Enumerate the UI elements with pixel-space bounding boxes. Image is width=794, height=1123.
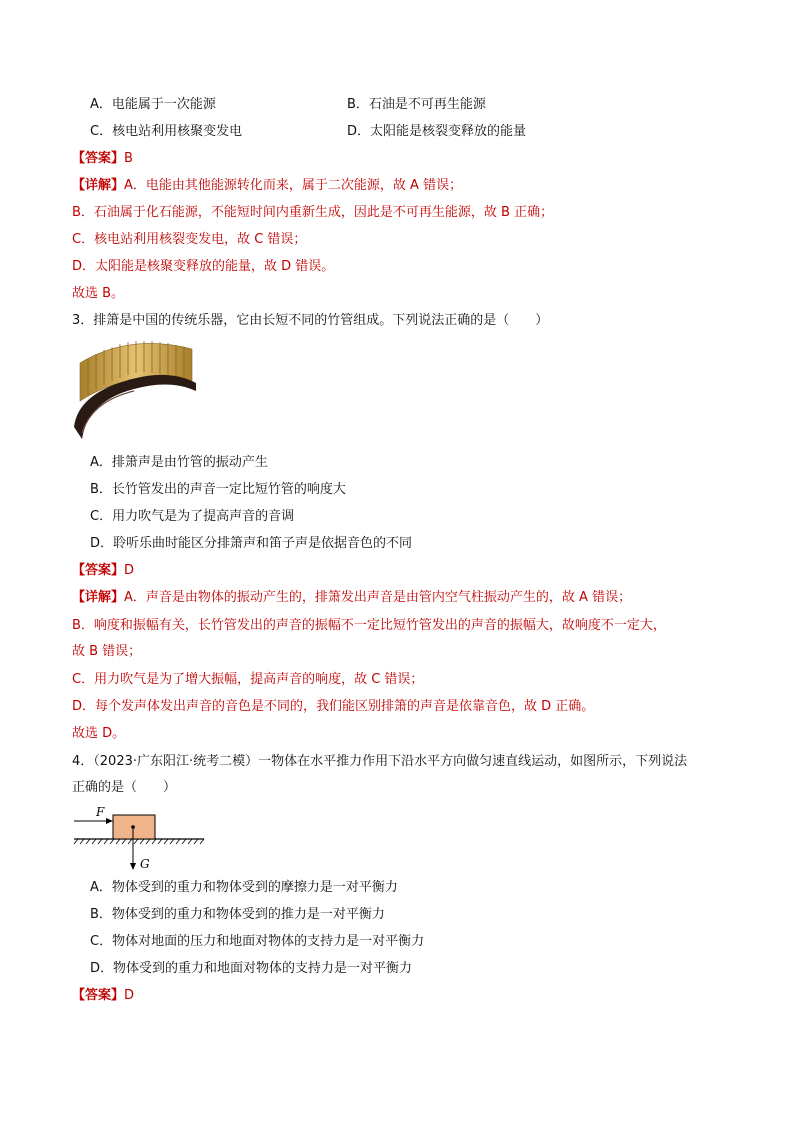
q4-option-b: B．物体受到的重力和物体受到的推力是一对平衡力 (90, 907, 385, 922)
q2-answer (72, 150, 133, 168)
q3-option-b: B．长竹管发出的声音一定比短竹管的响度大 (90, 482, 346, 497)
q3-answer (72, 562, 134, 580)
answer-tag: 【答案】 (72, 151, 125, 166)
q3-conclusion: 故选 D。 (72, 726, 126, 741)
gravity-g-label: G (140, 857, 150, 871)
q4-stem-line-2: 正确的是（ ） (72, 780, 177, 795)
q2-detail-line-3: C．核电站利用核裂变发电，故 C 错误； (72, 232, 307, 247)
q3-option-c: C．用力吹气是为了提高声音的音调 (90, 509, 295, 524)
detail-tag: 【详解】 (72, 178, 125, 193)
q2-detail-line-1 (72, 177, 462, 195)
ground-surface (74, 839, 204, 844)
detail-text: A．电能由其他能源转化而来，属于二次能源，故 A 错误； (124, 178, 463, 193)
detail-text: A．声音是由物体的振动产生的，排箫发出声音是由管内空气柱振动产生的，故 A 错误； (124, 590, 632, 605)
force-f-arrow (74, 818, 113, 824)
answer-value: B (124, 151, 133, 166)
q4-answer (72, 987, 134, 1005)
q3-detail-line-5: D．每个发声体发出声音的音色是不同的，我们能区别排箫的声音是依靠音色，故 D 正确。 (72, 699, 595, 714)
q3-detail-line-3: 故 B 错误； (72, 644, 142, 659)
answer-tag: 【答案】 (72, 563, 125, 578)
answer-value: D (124, 563, 135, 578)
q4-stem-line-1: 4．（2023·广东阳江·统考二模）一物体在水平推力作用下沿水平方向做匀速直线运动，如图所示，下列说法 (72, 754, 688, 769)
q2-option-d: D．太阳能是核裂变释放的能量 (347, 124, 527, 139)
q3-option-a: A．排箫声是由竹管的振动产生 (90, 455, 268, 470)
q2-conclusion: 故选 B。 (72, 286, 125, 301)
q3-stem: 3．排箫是中国的传统乐器，它由长短不同的竹管组成。下列说法正确的是（ ） (72, 313, 549, 328)
q3-detail-line-4: C．用力吹气是为了增大振幅，提高声音的响度，故 C 错误； (72, 672, 424, 687)
q2-option-a: A．电能属于一次能源 (90, 97, 216, 112)
q4-option-a: A．物体受到的重力和物体受到的摩擦力是一对平衡力 (90, 880, 398, 895)
q4-option-d: D．物体受到的重力和地面对物体的支持力是一对平衡力 (90, 961, 413, 976)
q3-detail-line-1 (72, 589, 631, 607)
answer-tag: 【答案】 (72, 988, 125, 1003)
force-diagram (72, 805, 212, 877)
q2-detail-line-4: D．太阳能是核聚变释放的能量，故 D 错误。 (72, 259, 335, 274)
answer-value: D (124, 988, 135, 1003)
force-f-label: F (96, 805, 105, 819)
q2-option-b: B．石油是不可再生能源 (347, 97, 486, 112)
q4-option-c: C．物体对地面的压力和地面对物体的支持力是一对平衡力 (90, 934, 425, 949)
q3-option-d: D．聆听乐曲时能区分排箫声和笛子声是依据音色的不同 (90, 536, 413, 551)
detail-tag: 【详解】 (72, 590, 125, 605)
bamboo-pipes (80, 341, 192, 401)
q2-option-c: C．核电站利用核聚变发电 (90, 124, 243, 139)
q3-detail-line-2: B．响度和振幅有关，长竹管发出的声音的振幅不一定比短竹管发出的声音的振幅大，故响度不一定大， (72, 618, 666, 633)
q2-detail-line-2: B．石油属于化石能源，不能短时间内重新生成，因此是不可再生能源，故 B 正确； (72, 205, 554, 220)
pan-flute-image (70, 335, 202, 445)
